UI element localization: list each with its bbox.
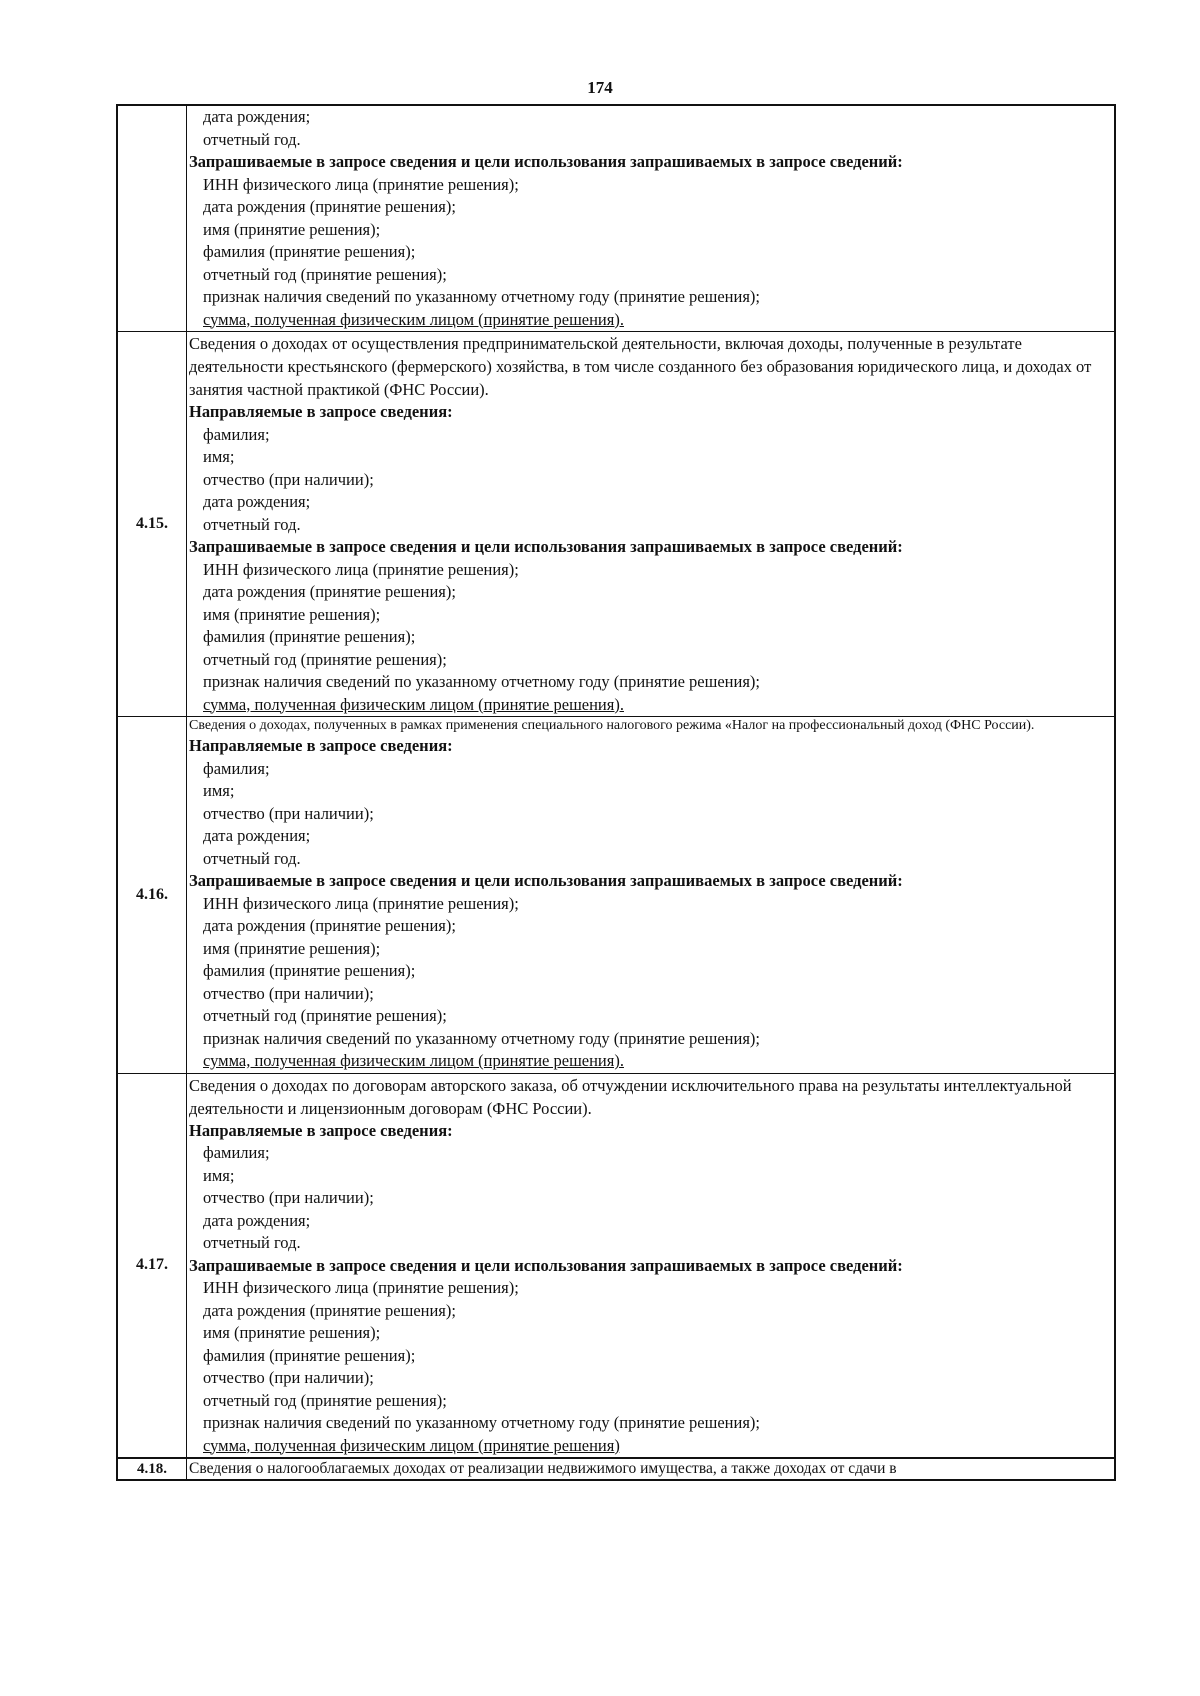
row-content xyxy=(187,717,1116,1074)
requested-field-item: сумма, полученная физическим лицом (принятие решения). xyxy=(203,694,624,714)
sent-field-item: фамилия; xyxy=(203,424,270,444)
service-description: Сведения о доходах от осуществления предпринимательской деятельности, включая доходы, полученные в результате деятельности крестьянского (фермерского) хозяйства, в том числе созданного без образования юридического лица, и доходах от занятия частной практикой (ФНС России). xyxy=(189,334,1092,399)
requested-field-item: дата рождения (принятие решения); xyxy=(203,916,456,935)
requested-field-item: фамилия (принятие решения); xyxy=(203,961,416,980)
sent-field-item: дата рождения; xyxy=(203,492,311,511)
requested-field-item: отчество (при наличии); xyxy=(203,1368,374,1387)
row-number: 4.17. xyxy=(117,1073,187,1458)
row-content xyxy=(187,332,1116,717)
sent-field-item: имя; xyxy=(203,1165,235,1185)
requested-field-item: признак наличия сведений по указанному отчетному году (принятие решения); xyxy=(203,1413,760,1432)
row-content xyxy=(187,105,1116,332)
service-description: Сведения о доходах по договорам авторского заказа, об отчуждении исключительного права на результаты интеллектуальной деятельности и лицензионным договорам (ФНС России). xyxy=(189,1075,1072,1118)
sent-field-item: дата рождения; xyxy=(203,1210,311,1230)
requested-field-item: отчетный год (принятие решения); xyxy=(203,1390,447,1410)
requested-field-item: имя (принятие решения); xyxy=(203,604,381,624)
row-number: 4.18. xyxy=(117,1458,187,1480)
table-row xyxy=(117,717,1115,1074)
sent-field-item: отчетный год. xyxy=(203,1233,301,1252)
requested-field-item: дата рождения (принятие решения); xyxy=(203,197,456,216)
row-content xyxy=(187,1073,1116,1458)
row-number: 4.15. xyxy=(117,332,187,717)
sent-fields-heading: Направляемые в запросе сведения: xyxy=(189,736,453,755)
table-row xyxy=(117,105,1115,332)
sent-field-item: отчество (при наличии); xyxy=(203,469,374,489)
row-number xyxy=(117,105,187,332)
table-row xyxy=(117,1458,1115,1480)
sent-field-item: имя; xyxy=(203,781,235,800)
requested-fields-heading: Запрашиваемые в запросе сведения и цели использования запрашиваемых в запросе сведений: xyxy=(189,152,903,171)
requested-field-item: отчество (при наличии); xyxy=(203,983,374,1003)
requested-field-item: имя (принятие решения); xyxy=(203,219,381,239)
requested-field-item: признак наличия сведений по указанному отчетному году (принятие решения); xyxy=(203,1028,760,1048)
requested-fields-heading: Запрашиваемые в запросе сведения и цели использования запрашиваемых в запросе сведений: xyxy=(189,537,903,556)
sent-field-item: отчество (при наличии); xyxy=(203,1188,374,1207)
table-row xyxy=(117,332,1115,717)
requested-field-item: фамилия (принятие решения); xyxy=(203,627,416,646)
requested-field-item: дата рождения (принятие решения); xyxy=(203,582,456,601)
sent-field-item: отчетный год. xyxy=(203,129,301,149)
sent-field-item: отчетный год. xyxy=(203,514,301,534)
requested-fields-heading: Запрашиваемые в запросе сведения и цели использования запрашиваемых в запросе сведений: xyxy=(189,1255,903,1275)
requested-field-item: имя (принятие решения); xyxy=(203,938,381,958)
requested-field-item: отчетный год (принятие решения); xyxy=(203,264,447,284)
sent-field-item: имя; xyxy=(203,447,235,466)
row-content xyxy=(187,1458,1116,1480)
row-number: 4.16. xyxy=(117,717,187,1074)
requested-field-item: фамилия (принятие решения); xyxy=(203,1345,416,1365)
sent-field-item: фамилия; xyxy=(203,1143,270,1162)
requested-field-item: имя (принятие решения); xyxy=(203,1323,381,1342)
requested-fields-heading: Запрашиваемые в запросе сведения и цели использования запрашиваемых в запросе сведений: xyxy=(189,871,903,890)
sent-field-item: дата рождения; xyxy=(203,107,311,126)
requested-field-item: ИНН физического лица (принятие решения); xyxy=(203,893,519,913)
requested-field-item: признак наличия сведений по указанному отчетному году (принятие решения); xyxy=(203,287,760,306)
requested-field-item: сумма, полученная физическим лицом (принятие решения). xyxy=(203,309,624,329)
page-number: 174 xyxy=(587,78,613,97)
services-table xyxy=(116,104,1116,1481)
requested-field-item: отчетный год (принятие решения); xyxy=(203,649,447,669)
requested-field-item: дата рождения (принятие решения); xyxy=(203,1300,456,1320)
requested-field-item: ИНН физического лица (принятие решения); xyxy=(203,1278,519,1297)
sent-field-item: отчетный год. xyxy=(203,848,301,868)
requested-field-item: фамилия (принятие решения); xyxy=(203,242,416,261)
requested-field-item: сумма, полученная физическим лицом (принятие решения) xyxy=(203,1435,620,1455)
requested-field-item: отчетный год (принятие решения); xyxy=(203,1006,447,1025)
service-description: Сведения о доходах, полученных в рамках применения специального налогового режима «Налог на профессиональный доход (ФНС России). xyxy=(189,718,1035,733)
sent-field-item: отчество (при наличии); xyxy=(203,803,374,823)
sent-fields-heading: Направляемые в запросе сведения: xyxy=(189,1120,453,1140)
sent-field-item: фамилия; xyxy=(203,758,270,778)
sent-fields-heading: Направляемые в запросе сведения: xyxy=(189,402,453,421)
service-description: Сведения о налогооблагаемых доходах от реализации недвижимого имущества, а также доходах от сдачи в xyxy=(189,1460,897,1477)
requested-field-item: признак наличия сведений по указанному отчетному году (принятие решения); xyxy=(203,672,760,691)
requested-field-item: сумма, полученная физическим лицом (принятие решения). xyxy=(203,1051,624,1070)
requested-field-item: ИНН физического лица (принятие решения); xyxy=(203,559,519,579)
table-row xyxy=(117,1073,1115,1458)
sent-field-item: дата рождения; xyxy=(203,826,311,845)
requested-field-item: ИНН физического лица (принятие решения); xyxy=(203,174,519,194)
